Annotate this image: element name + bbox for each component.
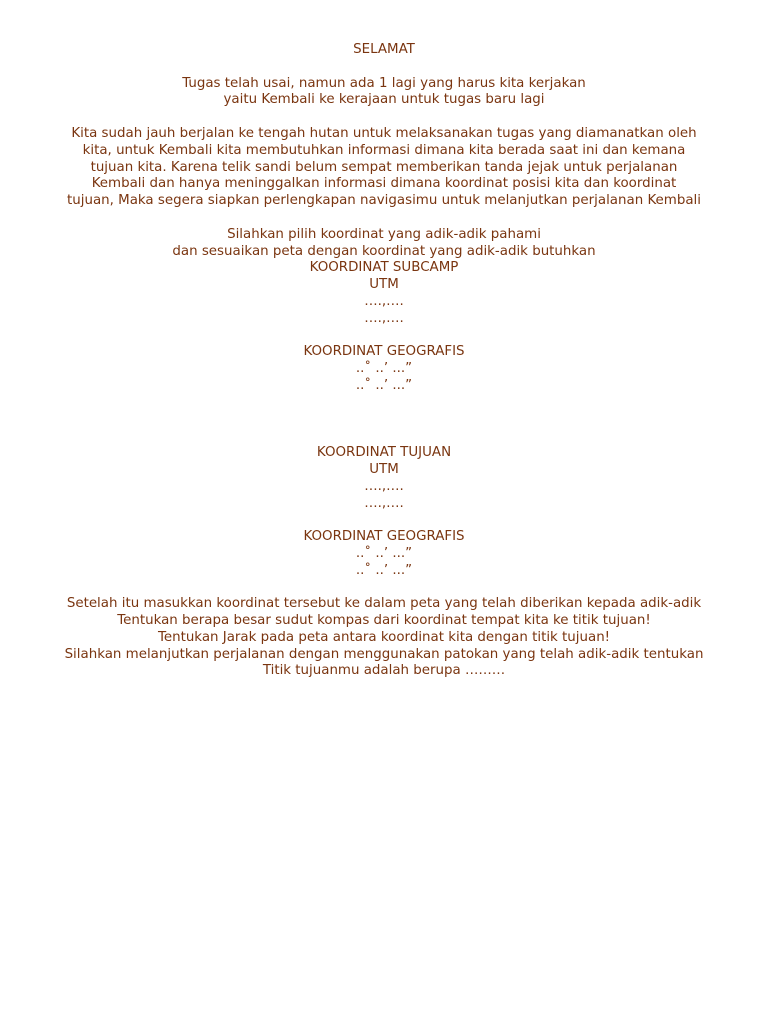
story-line: kita, untuk Kembali kita membutuhkan informasi dimana kita berada saat ini dan kemana xyxy=(82,142,686,158)
story-line: tujuan kita. Karena telik sandi belum sempat memberikan tanda jejak untuk perjalanan xyxy=(90,159,678,175)
story-line: Kita sudah jauh berjalan ke tengah hutan untuk melaksanakan tugas yang diamanatkan oleh xyxy=(71,125,697,141)
subcamp-geo-value: ..˚ ..’ ...” xyxy=(355,361,413,377)
intro-line: yaitu Kembali ke kerajaan untuk tugas baru lagi xyxy=(223,92,545,108)
instruction-line: Silahkan pilih koordinat yang adik-adik pahami xyxy=(227,226,541,242)
document-page xyxy=(40,42,728,680)
subcamp-geo-title: KOORDINAT GEOGRAFIS xyxy=(303,344,465,360)
heading: SELAMAT xyxy=(353,42,415,57)
subcamp-utm-value: ….,…. xyxy=(364,293,404,309)
tujuan-utm-value: ….,…. xyxy=(364,478,404,494)
story-line: tujuan, Maka segera siapkan perlengkapan navigasimu untuk melanjutkan perjalanan Kembali xyxy=(67,193,701,209)
tujuan-utm-value: ….,…. xyxy=(364,495,404,511)
subcamp-geo-value: ..˚ ..’ ...” xyxy=(355,377,413,393)
intro-line: Tugas telah usai, namun ada 1 lagi yang harus kita kerjakan xyxy=(182,75,586,91)
tujuan-title: KOORDINAT TUJUAN xyxy=(316,445,452,461)
tujuan-geo-title: KOORDINAT GEOGRAFIS xyxy=(303,529,465,545)
tujuan-geo-value: ..˚ ..’ ...” xyxy=(355,545,413,561)
closing-line: Tentukan berapa besar sudut kompas dari koordinat tempat kita ke titik tujuan! xyxy=(117,613,651,629)
closing-line: Titik tujuanmu adalah berupa ……… xyxy=(262,663,506,679)
story-line: Kembali dan hanya meninggalkan informasi dimana koordinat posisi kita dan koordinat xyxy=(91,176,677,192)
instruction-line: dan sesuaikan peta dengan koordinat yang adik-adik butuhkan xyxy=(172,243,596,259)
subcamp-title: KOORDINAT SUBCAMP xyxy=(309,260,459,276)
tujuan-utm-label: UTM xyxy=(369,461,399,477)
closing-line: Tentukan Jarak pada peta antara koordinat kita dengan titik tujuan! xyxy=(157,629,611,645)
closing-line: Setelah itu masukkan koordinat tersebut ke dalam peta yang telah diberikan kepada adik-adik xyxy=(66,596,702,612)
tujuan-geo-value: ..˚ ..’ ...” xyxy=(355,562,413,578)
subcamp-utm-value: ….,…. xyxy=(364,310,404,326)
closing-line: Silahkan melanjutkan perjalanan dengan menggunakan patokan yang telah adik-adik tentukan xyxy=(64,646,704,662)
subcamp-utm-label: UTM xyxy=(369,277,399,293)
